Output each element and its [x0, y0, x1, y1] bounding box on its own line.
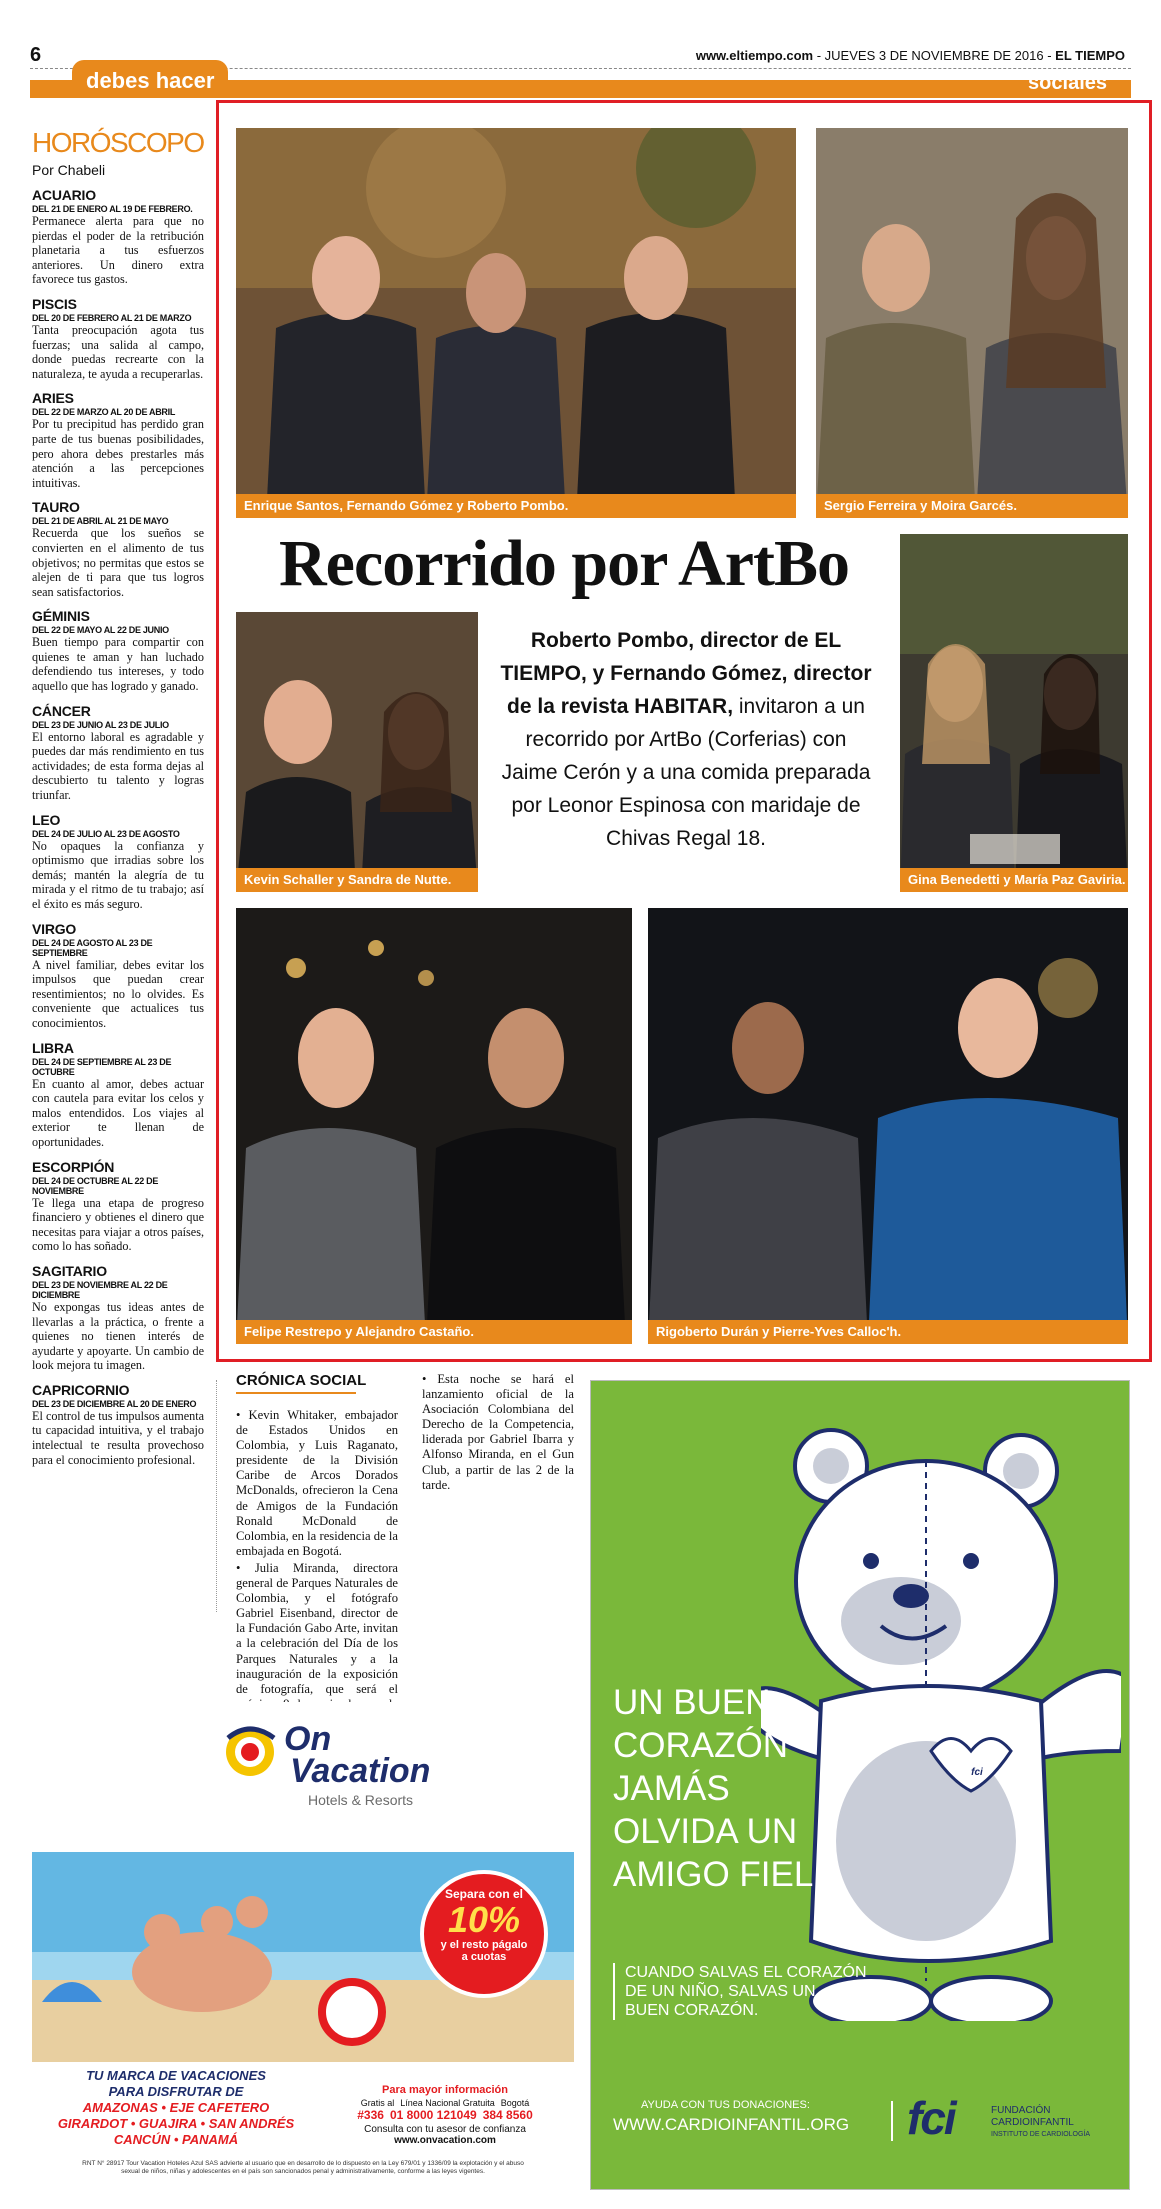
contact-label: Línea Nacional Gratuita	[400, 2098, 495, 2108]
badge-line2: y el resto págalo a cuotas	[440, 1939, 528, 1963]
subsection-label: sociales	[1028, 72, 1107, 94]
ad-headline: UN BUEN CORAZÓN JAMÁS OLVIDA UN AMIGO FIEL.	[613, 1683, 824, 1894]
photo-caption: Gina Benedetti y María Paz Gaviria.	[900, 868, 1128, 892]
brand-sub: Hotels & Resorts	[308, 1792, 414, 1808]
destination-line: CANCÚN • PANAMÁ	[113, 2132, 239, 2147]
photo-image	[816, 128, 1128, 518]
photo-image	[900, 534, 1128, 892]
photo-image	[236, 612, 478, 892]
horoscope-title: HORÓSCOPO	[32, 127, 204, 158]
consult-text: Consulta con tu asesor de confianza	[364, 2124, 526, 2135]
destination-line: GIRARDOT • GUAJIRA • SAN ANDRÉS	[57, 2116, 295, 2131]
horoscope-sign: TAURO DEL 21 DE ABRIL AL 21 DE MAYO Recuerda que los sueños se convierten en el alimento de tus objetivos; no permitas que estos se alejen de ti para que tus logros sean satisfactorios.	[32, 499, 204, 599]
cronica-item: • Julia Miranda, directora general de Parques Naturales de Colombia, y el fotógrafo Gabriel Eisenband, director de la Fundación Gabo Arte, invitan a la celebración del Día de los Parques Naturales y a la inauguración de la exposición de fotografía, que será el	[236, 1560, 398, 1696]
photo-caption: Enrique Santos, Fernando Gómez y Roberto Pombo.	[236, 494, 796, 518]
ad-on-vacation[interactable]	[32, 1702, 574, 2190]
photo-image	[236, 128, 796, 518]
on-vacation-logo-icon	[222, 1724, 282, 1780]
ad-web-link[interactable]: www.onvacation.com	[394, 2135, 496, 2146]
feature-lead	[496, 624, 876, 855]
photo-gina-benedetti-maria-paz-gaviria	[900, 534, 1128, 892]
contact-value[interactable]: 01 8000 121049	[389, 2108, 477, 2122]
horoscope-sign: ACUARIO DEL 21 DE ENERO AL 19 DE FEBRERO. Permanece alerta para que no pierdas el poder de la retribución planetaria a tus esfuerzos anteriores. Un dinero extra favorece tus gastos.	[32, 187, 204, 287]
donate-url[interactable]: WWW.CARDIOINFANTIL.ORG	[613, 2115, 850, 2134]
badge-line1: Separa con el	[444, 1887, 524, 1901]
horoscope-sign: CAPRICORNIO DEL 23 DE DICIEMBRE AL 20 DE ENERO El control de tus impulsos aumenta tu capacidad intuitiva, y el trabajo intelectual te resulta provechoso para el conocimiento profesional.	[32, 1381, 204, 1467]
photo-image	[648, 908, 1128, 1344]
ad-subheadline: CUANDO SALVAS EL CORAZÓN DE UN NIÑO, SALVAS UN BUEN CORAZÓN.	[613, 1963, 867, 2020]
cronica-col1	[236, 1408, 398, 1727]
donate-label: AYUDA CON TUS DONACIONES:	[641, 2099, 810, 2111]
ad-contact-info	[322, 2084, 568, 2146]
destination-line: AMAZONAS • EJE CAFETERO	[82, 2100, 270, 2115]
photo-caption: Felipe Restrepo y Alejandro Castaño.	[236, 1320, 632, 1344]
badge-percent: 10%	[447, 1899, 521, 1940]
cronica-underline	[236, 1392, 356, 1394]
ad-legal-text: RNT N° 28917 Tour Vacation Hoteles Azul SAS advierte al usuario que en desarrollo de lo dispuesto en la Ley 679/01 y 1336/09 la explotación y el abuso sexual de niños, niñas y adolescentes en el país son sancionados penal y administrativamente, conforme a las leyes vigentes.	[82, 2160, 524, 2175]
column-divider	[216, 1380, 217, 1612]
horoscope-sign: GÉMINIS DEL 22 DE MAYO AL 22 DE JUNIO Buen tiempo para compartir con quienes te aman y han luchado defendiendo tus intereses, y todo aquello que has logrado y ganado.	[32, 608, 204, 694]
horoscope-column	[32, 128, 204, 1467]
site-url: www.eltiempo.com	[695, 48, 814, 63]
photo-felipe-restrepo-alejandro-castano	[236, 908, 632, 1344]
horoscope-sign: PISCIS DEL 20 DE FEBRERO AL 21 DE MARZO Tanta preocupación agota tus fuerzas; una salida al campo, donde puedas recrearte con la naturaleza, te ayuda a recuperarlas.	[32, 295, 204, 381]
horoscope-signs	[32, 187, 204, 1467]
contact-value[interactable]: 384 8560	[482, 2108, 533, 2122]
contact-label: Bogotá	[500, 2098, 530, 2108]
cronica-item: • Kevin Whitaker, embajador de Estados Unidos en Colombia, y Luis Raganato, presidente de la División Caribe de Arcos Dorados McDonalds, ofrecieron la Cena de Amigos de la Fundación Ronald McDonald de Colombia, en la residencia de la embajada en Bogotá.	[236, 1408, 398, 1558]
photo-caption: Rigoberto Durán y Pierre-Yves Calloc'h.	[648, 1320, 1128, 1344]
feature-lead-regular: invitaron a un recorrido por ArtBo (Corferias) con Jaime Cerón y a una comida preparada por Leonor Espinosa con maridaje de Chivas Regal 18.	[501, 695, 871, 850]
footer-divider	[891, 2101, 893, 2141]
date-text: JUEVES 3 DE NOVIEMBRE DE 2016	[824, 48, 1044, 63]
cronica-col2	[422, 1372, 574, 1493]
horoscope-sign: LIBRA DEL 24 DE SEPTIEMBRE AL 23 DE OCTUBRE En cuanto al amor, debes actuar con cautela para evitar los celos y malos entendidos. Los viajes al exterior te llenan de oportunidades.	[32, 1039, 204, 1149]
cronica-heading: CRÓNICA SOCIAL	[236, 1372, 367, 1389]
photo-image	[236, 908, 632, 1344]
horoscope-sign: LEO DEL 24 DE JULIO AL 23 DE AGOSTO No opaques la confianza y optimismo que irradias sobre los demás; mantén la alegría de tu mirada y el ritmo de tu trabajo; así el éxito es más seguro.	[32, 811, 204, 911]
horoscope-sign: ARIES DEL 22 DE MARZO AL 20 DE ABRIL Por tu precipitud has perdido gran parte de tus buenas posibilidades, pero ahora debes prestarles más atención a las percepciones intuitivas.	[32, 390, 204, 490]
bear-fci-logo: fci	[971, 1767, 983, 1778]
photo-caption: Sergio Ferreira y Moira Garcés.	[816, 494, 1128, 518]
foundation-name: FUNDACIÓN CARDIOINFANTIL INSTITUTO DE CARDIOLOGÍA	[991, 2105, 1091, 2138]
slogan-line1: TU MARCA DE VACACIONES	[86, 2068, 266, 2083]
brand-line1: On	[284, 1720, 332, 1758]
contact-label: Gratis al	[360, 2098, 395, 2108]
header-dateline: www.eltiempo.com - JUEVES 3 DE NOVIEMBRE DE 2016 - EL TIEMPO	[695, 48, 1125, 63]
photo-rigoberto-duran-pierre-yves-calloch	[648, 908, 1128, 1344]
feature-lead-bold: Roberto Pombo, director de EL TIEMPO, y Fernando Gómez, director de la revista HABITAR,	[500, 629, 872, 718]
horoscope-sign: SAGITARIO DEL 23 DE NOVIEMBRE AL 22 DE DICIEMBRE No expongas tus ideas antes de llevarlas a la práctica, o frente a quienes no tienen interés de ayudarte y apoyarte. Un cambio de look mejora tu imagen.	[32, 1262, 204, 1373]
horoscope-sign: CÁNCER DEL 23 DE JUNIO AL 23 DE JULIO El entorno laboral es agradable y puedes dar más rendimiento en tus actividades; de esta forma dejas al descubierto tu talento y logras triunfar.	[32, 702, 204, 803]
contact-value[interactable]: #336	[357, 2108, 384, 2122]
section-tab[interactable]: debes hacer	[72, 60, 228, 98]
newspaper-name: EL TIEMPO	[1055, 48, 1125, 63]
info-title: Para mayor información	[382, 2084, 508, 2096]
feature-title: Recorrido por ArtBo	[278, 527, 849, 600]
promo-badge	[420, 1870, 548, 1998]
horoscope-sign: VIRGO DEL 24 DE AGOSTO AL 23 DE SEPTIEMBRE A nivel familiar, debes evitar los impulsos que puedan crear resentimientos; no lo olvides. Es conveniente que actualices tus conocimientos.	[32, 920, 204, 1030]
horoscope-sign: ESCORPIÓN DEL 24 DE OCTUBRE AL 22 DE NOVIEMBRE Te llega una etapa de progreso financiero y obtienes el dinero que necesitas para viajar a otros países, como lo has soñado.	[32, 1158, 204, 1254]
horoscope-author: Por Chabeli	[32, 162, 106, 178]
page-number: 6	[30, 44, 42, 66]
fci-logo: fci	[907, 2092, 955, 2144]
photo-kevin-schaller-sandra-de-nutte	[236, 612, 478, 892]
photo-caption: Kevin Schaller y Sandra de Nutte.	[236, 868, 478, 892]
brand-line2: Vacation	[290, 1752, 431, 1790]
photo-enrique-santos-fernando-gomez-roberto-pombo	[236, 128, 796, 518]
ad-cardioinfantil[interactable]	[590, 1380, 1130, 2190]
ad-slogan	[42, 2068, 310, 2148]
cronica-item: • Esta noche se hará el lanzamiento oficial de la Asociación Colombiana del Derecho de la Competencia, liderada por Gabriel Ibarra y Alfonso Miranda, en el Gun Club, a partir de las 2 de la tarde.	[422, 1372, 574, 1492]
slogan-line2: PARA DISFRUTAR DE	[108, 2084, 244, 2099]
photo-sergio-ferreira-moira-garces	[816, 128, 1128, 518]
